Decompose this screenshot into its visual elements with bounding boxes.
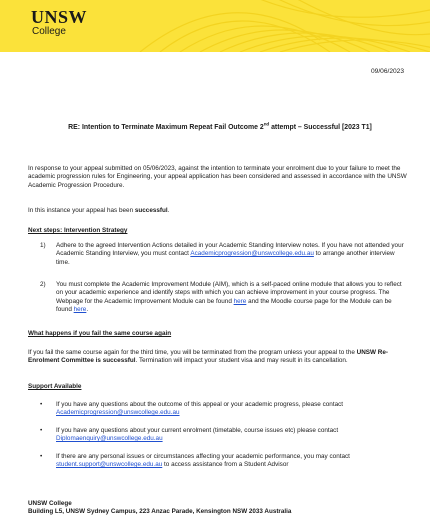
letter-date: 09/06/2023	[370, 68, 404, 75]
support-text	[56, 427, 406, 444]
step-text	[56, 281, 408, 314]
step-text-part: .	[86, 305, 89, 313]
fail-committee-text: UNSW Re-Enrolment Committee is successful	[28, 349, 389, 365]
fail-again-paragraph	[28, 349, 410, 366]
academic-progression-email-link[interactable]: Academicprogression@unswcollege.edu.au	[56, 409, 180, 417]
title-superscript: nd	[263, 121, 270, 127]
letter-footer	[28, 500, 291, 516]
support-description: If you have any questions about your current enrolment (timetable, course issues etc) please contact	[56, 427, 339, 434]
support-text	[56, 453, 406, 470]
title-text: RE: Intention to Terminate Maximum Repeat Fail Outcome 2	[68, 124, 264, 131]
support-description: If you have any questions about the outcome of this appeal or your academic progress, please contact	[56, 401, 344, 408]
logo-wordmark: UNSW	[31, 7, 88, 27]
step-number: 2)	[40, 281, 46, 288]
support-heading: Support Available	[28, 383, 82, 390]
bullet-glyph: •	[40, 453, 43, 460]
aim-moodle-link[interactable]: here	[73, 305, 87, 313]
support-description-end: to access assistance from a Student Advisor	[162, 461, 289, 469]
footer-organisation: UNSW College	[28, 500, 72, 507]
support-text	[56, 401, 406, 418]
next-steps-heading: Next steps: Intervention Strategy	[28, 227, 128, 234]
step-text-part: You must complete the Academic Improvement Module (AIM), which is a self-paced online module that allows you to reflect on your academic experience and identify steps with which you can achieve improvement in your course progress. The Webpage for the Academic Improvement Module can be found	[56, 281, 402, 305]
step-text-part: and the Moodle course page for the Module can be found	[56, 297, 392, 313]
support-description: If there are any personal issues or circumstances affecting your academic performance, you may contact	[56, 453, 350, 460]
step-text-part: Adhere to the agreed Intervention Actions detailed in your Academic Standing Interview notes. If you have not attended your Academic Standing Interview, you must contact	[56, 242, 404, 258]
fail-text: If you fail the same course again for the third time, you will be terminated from the program unless your appeal to the	[28, 349, 357, 356]
appeal-paragraph: In response to your appeal submitted on 05/06/2023, against the intention to terminate your enrolment due to your failure to meet the academic progression rules for Engineering, your appeal application has been considered and assessed in accordance with the UNSW Academic Progression Procedure.	[28, 165, 407, 189]
outcome-result: successful	[134, 207, 168, 214]
bullet-glyph: •	[40, 401, 43, 408]
step-text-part: to arrange another interview time.	[56, 250, 395, 266]
fail-again-heading: What happens if you fail the same course again	[28, 330, 172, 337]
step-text	[56, 242, 408, 267]
letterhead-banner	[0, 0, 430, 52]
student-support-email-link[interactable]: student.support@unswcollege.edu.au	[56, 461, 163, 469]
letter-title	[28, 121, 412, 132]
academic-progression-email-link[interactable]: Academicprogression@unswcollege.edu.au	[190, 250, 314, 258]
title-text-end: attempt – Successful [2023 T1]	[269, 124, 372, 131]
footer-address: Building L5, UNSW Sydney Campus, 223 Anzac Parade, Kensington NSW 2033 Australia	[28, 508, 292, 516]
aim-webpage-link[interactable]: here	[233, 297, 247, 305]
unsw-college-logo	[31, 8, 87, 37]
outcome-text: In this instance your appeal has been	[28, 207, 135, 214]
step-number: 1)	[40, 242, 46, 249]
diploma-enquiry-email-link[interactable]: Diplomaenquiry@unswcollege.edu.au	[56, 435, 163, 443]
bullet-glyph: •	[40, 427, 43, 434]
fail-text-end: . Termination will impact your student visa and may result in its cancellation.	[135, 357, 348, 365]
outcome-period: .	[167, 207, 170, 214]
outcome-paragraph	[28, 207, 169, 215]
logo-subtitle: College	[32, 26, 66, 37]
